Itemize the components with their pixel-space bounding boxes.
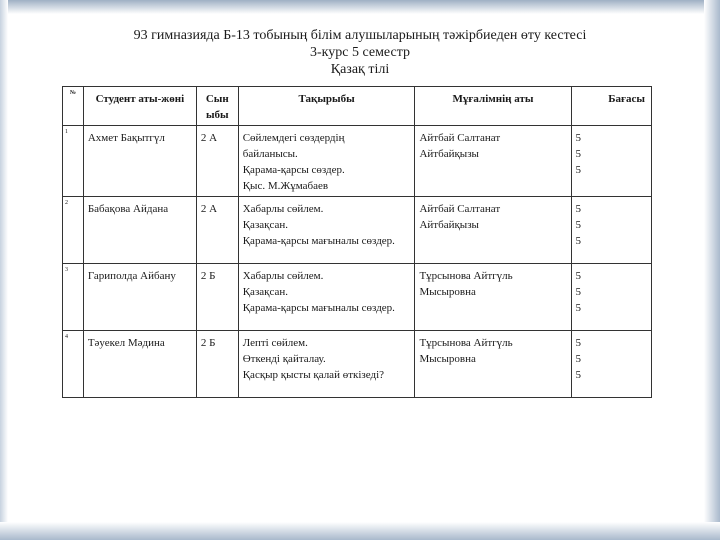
table-header-row	[63, 87, 652, 126]
header-teacher: Мұғалімнің аты	[415, 87, 571, 126]
grade-value: 5	[575, 337, 582, 349]
document-title: 93 гимназияда Б-13 тобының білім алушыларының тәжірбиеден өту кестесі	[133, 28, 587, 43]
cell-group: 2 А	[196, 126, 238, 197]
topic-line: Қарама-қарсы мағыналы сөздер.	[242, 302, 395, 314]
grade-value: 5	[575, 132, 582, 144]
header-group	[196, 87, 238, 126]
table-row	[63, 126, 652, 197]
practice-schedule-table	[62, 86, 652, 398]
table-row	[63, 331, 652, 398]
cell-num: 2	[63, 197, 84, 264]
cell-topic	[238, 264, 415, 331]
cell-grade	[571, 197, 651, 264]
cell-student-name: Ахмет Бақытгүл	[83, 126, 196, 197]
grade-value: 5	[575, 353, 582, 365]
teacher-line: Айтбайқызы	[419, 219, 479, 231]
cell-group: 2 Б	[196, 331, 238, 398]
header-group-line1: Сын	[205, 93, 229, 105]
grade-value: 5	[575, 302, 582, 314]
document-header	[0, 27, 720, 78]
grade-value: 5	[575, 164, 582, 176]
grade-value: 5	[575, 203, 582, 215]
frame-top-gradient	[0, 0, 720, 14]
table-row	[63, 264, 652, 331]
frame-left-gradient	[0, 0, 8, 540]
cell-topic	[238, 126, 415, 197]
cell-grade	[571, 331, 651, 398]
teacher-line: Айтбай Салтанат	[419, 203, 501, 215]
teacher-line: Айтбай Салтанат	[419, 132, 501, 144]
header-topic: Тақырыбы	[238, 87, 415, 126]
topic-line: Қарама-қарсы сөздер.	[242, 164, 345, 176]
cell-teacher	[415, 264, 571, 331]
table-row	[63, 197, 652, 264]
cell-num: 3	[63, 264, 84, 331]
cell-grade	[571, 126, 651, 197]
cell-student-name: Тәуекел Мәдина	[83, 331, 196, 398]
topic-line: Қыс. М.Жұмабаев	[242, 180, 329, 192]
cell-group: 2 А	[196, 197, 238, 264]
topic-line: Сөйлемдегі сөздердің	[242, 132, 345, 144]
header-grade: Бағасы	[571, 87, 651, 126]
cell-teacher	[415, 197, 571, 264]
header-student-name: Студент аты-жөні	[83, 87, 196, 126]
teacher-line: Тұрсынова Айтгүль	[419, 337, 513, 349]
header-num: №	[63, 87, 84, 126]
cell-group: 2 Б	[196, 264, 238, 331]
topic-line: Қазақсан.	[242, 286, 289, 298]
cell-teacher	[415, 126, 571, 197]
header-group-line2: ыбы	[205, 109, 229, 121]
grade-value: 5	[575, 369, 582, 381]
subject-name: Қазақ тілі	[330, 62, 390, 77]
cell-topic	[238, 331, 415, 398]
grade-value: 5	[575, 235, 582, 247]
topic-line: Өткенді қайталау.	[242, 353, 326, 365]
topic-line: байланысы.	[242, 148, 298, 160]
cell-student-name: Гариполда Айбану	[83, 264, 196, 331]
topic-line: Хабарлы сөйлем.	[242, 203, 324, 215]
frame-bottom-gradient	[0, 522, 720, 540]
teacher-line: Мысыровна	[419, 353, 476, 365]
grade-value: 5	[575, 286, 582, 298]
grade-value: 5	[575, 270, 582, 282]
cell-num: 1	[63, 126, 84, 197]
frame-right-gradient	[704, 0, 720, 540]
teacher-line: Мысыровна	[419, 286, 476, 298]
topic-line: Лепті сөйлем.	[242, 337, 308, 349]
topic-line: Қасқыр қысты қалай өткізеді?	[242, 369, 385, 381]
cell-student-name: Бабақова Айдана	[83, 197, 196, 264]
topic-line: Қарама-қарсы мағыналы сөздер.	[242, 235, 395, 247]
cell-grade	[571, 264, 651, 331]
grade-value: 5	[575, 148, 582, 160]
teacher-line: Айтбайқызы	[419, 148, 479, 160]
cell-teacher	[415, 331, 571, 398]
topic-line: Қазақсан.	[242, 219, 289, 231]
teacher-line: Тұрсынова Айтгүль	[419, 270, 513, 282]
grade-value: 5	[575, 219, 582, 231]
cell-topic	[238, 197, 415, 264]
cell-num: 4	[63, 331, 84, 398]
topic-line: Хабарлы сөйлем.	[242, 270, 324, 282]
course-semester: 3-курс 5 семестр	[309, 45, 410, 60]
